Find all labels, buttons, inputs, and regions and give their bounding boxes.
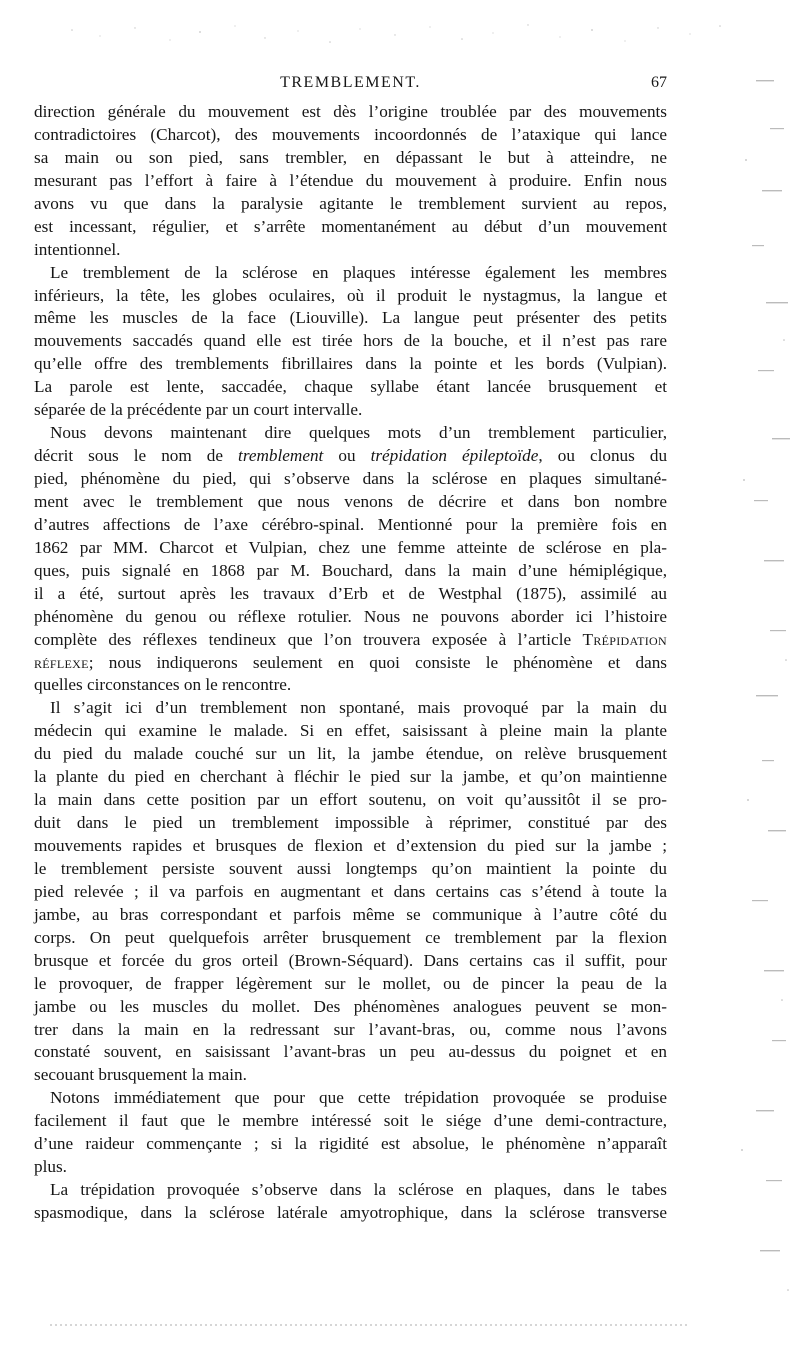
text-line: plus. [34,1157,67,1177]
page-header [34,74,667,98]
text-line: ment avec le tremblement que nous venons de décrire et dans bon nombre [34,491,667,511]
text-line: pied, phénomène du pied, qui s’observe dans la sclérose en plaques simultané- [34,469,667,488]
text-line: même les muscles de la face (Liouville). La langue peut présenter des petits [34,308,667,328]
text-line: le tremblement persiste souvent aussi longtemps qu’on maintient la pointe du [34,858,667,878]
text-line: médecin qui examine le malade. Si en effet, saisissant à pleine main la plante [34,721,667,741]
text-line: constaté souvent, en saisissant l’avant-bras un peu au-dessus du poignet et en [34,1042,667,1062]
text-line: avons vu que dans la paralysie agitante le tremblement survient au repos, [34,193,667,213]
page-number: 67 [651,74,667,91]
text-segment: tremblement [238,446,324,466]
text-line: mesurant pas l’effort à faire à l’étendue du mouvement à produire. Enfin nous [34,170,667,190]
scan-noise-bottom [50,1322,690,1328]
text-line: d’une raideur commençante ; si la rigidité est absolue, le phénomène n’apparaît [34,1134,667,1154]
text-line: Le tremblement de la sclérose en plaques intéresse également les membres [50,262,667,282]
text-line: facilement il faut que le membre intéressé soit le siége d’une demi-contracture, [34,1111,667,1131]
text-segment: ; nous indiquerons seulement en quoi consiste le phénomène et dans [88,652,667,672]
scan-noise-top [60,22,740,48]
text-segment: ou [323,446,371,466]
body-text [34,101,667,1225]
text-line: direction générale du mouvement est dès l’origine troublée par des mouvements [34,102,667,121]
text-line: duit dans le pied un tremblement impossible à réprimer, constitué par des [34,813,667,833]
text-line: intentionnel. [34,239,121,259]
text-line: jambe ou les muscles du mollet. Des phénomènes analogues peuvent se mon- [34,996,667,1016]
text-line: Il s’agit ici d’un tremblement non spontané, mais provoqué par la main du [50,698,667,718]
text-line: corps. On peut quelquefois arrêter brusquement ce tremblement par la flexion [34,927,667,947]
text-line: il a été, surtout après les travaux d’Erb et de Westphal (1875), assimilé au [34,583,667,603]
text-line: La parole est lente, saccadée, chaque syllabe étant lancée brusquement et [34,377,667,397]
text-segment: décrit sous le nom de [34,446,239,466]
text-line: 1862 par MM. Charcot et Vulpian, chez une femme atteinte de sclérose en pla- [34,537,667,557]
text-line: La trépidation provoquée s’observe dans la sclérose en plaques, dans le tabes [50,1180,667,1200]
text-line: est incessant, régulier, et s’arrête momentanément au début d’un mouvement [34,216,667,236]
text-line: inférieurs, la tête, les globes oculaires, où il produit le nystagmus, la langue et [34,285,667,305]
text-line: trer dans la main en la redressant sur l’avant-bras, ou, comme nous l’avons [34,1019,667,1039]
text-line [34,652,667,675]
text-segment: , ou clonus du [538,446,668,466]
text-line: du pied du malade couché sur un lit, la jambe étendue, on relève brusquement [34,744,667,764]
text-line [34,629,667,652]
text-line: ques, puis signalé en 1868 par M. Bouchard, dans la main d’une hémiplégique, [34,560,667,580]
running-head: TREMBLEMENT. [280,74,421,91]
scan-noise-margin [726,40,800,1330]
text-line: pied relevée ; il va parfois en augmentant et dans certains cas s’étend à toute la [34,881,667,901]
text-line: séparée de la précédente par un court intervalle. [34,400,363,420]
text-line: secouant brusquement la main. [34,1065,247,1085]
text-line: quelles circonstances on le rencontre. [34,675,292,695]
text-line [34,445,667,468]
text-line: spasmodique, dans la sclérose latérale amyotrophique, dans la sclérose transverse [34,1203,667,1222]
text-line: la main dans cette position par un effort soutenu, on voit qu’aussitôt il se pro- [34,790,667,810]
text-line: mouvements saccadés quand elle est tirée hors de la bouche, et il n’est pas rare [34,331,667,351]
text-line: brusque et forcée du gros orteil (Brown-Séquard). Dans certains cas il suffit, pour [34,950,667,970]
text-line: le provoquer, de frapper légèrement sur le mollet, ou de pincer la peau de la [34,973,667,993]
text-line: Nous devons maintenant dire quelques mots d’un tremblement particulier, [50,423,667,443]
text-line: jambe, au bras correspondant et parfois même se communique à l’autre côté du [34,904,667,924]
text-line: contradictoires (Charcot), des mouvements incoordonnés de l’ataxique qui lance [34,124,667,144]
text-segment: réflexe [34,652,89,672]
text-line: phénomène du genou ou réflexe rotulier. Nous ne pouvons aborder ici l’histoire [34,606,667,626]
text-segment: Trépidation [582,629,667,649]
text-line: mouvements rapides et brusques de flexion et d’extension du pied sur la jambe ; [34,836,667,855]
text-line: la plante du pied en cherchant à fléchir le pied sur la jambe, et qu’on maintienne [34,767,667,787]
text-segment: complète des réflexes tendineux que l’on trouvera exposée à l’article [34,629,583,649]
text-line: sa main ou son pied, sans trembler, en dépassant le but à atteindre, ne [34,147,667,167]
text-line: Notons immédiatement que pour que cette trépidation provoquée se produise [50,1088,667,1108]
text-line: qu’elle offre des tremblements fibrillaires dans la pointe et les bords (Vulpian). [34,354,667,374]
text-segment: trépidation épileptoïde [370,446,539,466]
text-line: d’autres affections de l’axe cérébro-spinal. Mentionné pour la première fois en [34,514,667,534]
